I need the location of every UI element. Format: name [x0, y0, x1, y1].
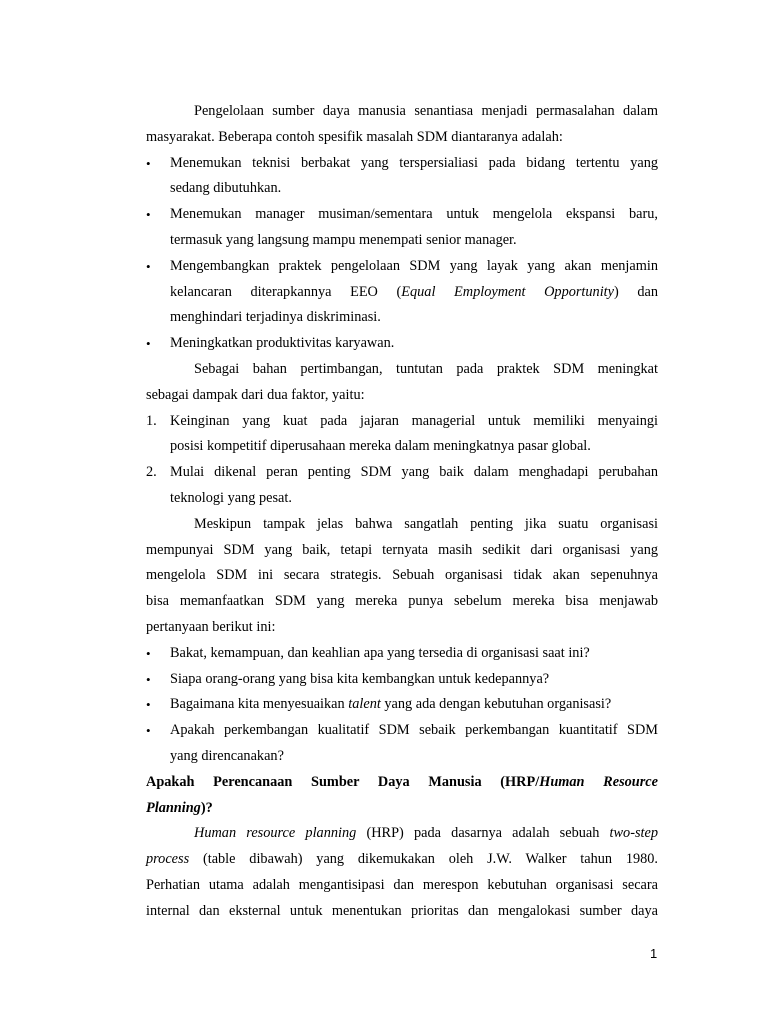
text-line: Menemukan teknisi berbakat yang terspersialiasi pada bidang tertentu yang	[170, 154, 658, 171]
text-line: Meskipun tampak jelas bahwa sangatlah penting jika suatu organisasi	[194, 515, 658, 532]
text-line: posisi kompetitif diperusahaan mereka dalam meningkatnya pasar global.	[170, 438, 591, 455]
italic-term: talent	[348, 696, 381, 713]
heading-line	[146, 796, 658, 822]
text-line: Sebagai bahan pertimbangan, tuntutan pada praktek SDM meningkat	[194, 360, 658, 377]
text-line: sedang dibutuhkan.	[170, 180, 282, 197]
italic-term: Human Resource	[539, 773, 658, 790]
text-line: teknologi yang pesat.	[170, 489, 292, 506]
bullet-icon: •	[146, 207, 151, 223]
text-line: sebagai dampak dari dua faktor, yaitu:	[146, 386, 365, 403]
text-line: pertanyaan berikut ini:	[146, 618, 276, 635]
paragraph-strategy	[146, 512, 658, 641]
text-segment: yang ada dengan kebutuhan organisasi?	[380, 696, 612, 713]
bullet-icon: •	[146, 336, 151, 352]
text-line: bisa memanfaatkan SDM yang mereka punya sebelum mereka bisa menjawab	[146, 593, 658, 610]
list-number: 1.	[146, 412, 157, 429]
text-line: Perhatian utama adalah mengantisipasi dan merespon kebutuhan organisasi secara	[146, 876, 658, 893]
bullet-icon: •	[146, 645, 151, 661]
paragraph-factors	[146, 357, 658, 409]
text-line: mengelola SDM ini secara strategis. Sebuah organisasi tidak akan sepenuhnya	[146, 567, 658, 584]
text-line: yang direncanakan?	[170, 747, 284, 764]
list-item	[146, 151, 658, 203]
text-line	[170, 692, 658, 718]
italic-term: Equal Employment Opportunity	[401, 283, 614, 300]
list-item	[146, 409, 658, 461]
bullet-icon: •	[146, 697, 151, 713]
italic-term: Human resource planning	[194, 825, 357, 842]
bullet-icon: •	[146, 258, 151, 274]
text-line: Mulai dikenal peran penting SDM yang baik dalam menghadapi perubahan	[170, 464, 658, 481]
italic-term: two-step	[609, 825, 658, 842]
italic-term: Planning	[146, 799, 201, 816]
italic-term: process	[146, 851, 190, 868]
list-item	[146, 202, 658, 254]
paragraph-hrp	[146, 821, 658, 924]
text-segment: (table dibawah) yang dikemukakan oleh J.W. Walker tahun 1980.	[189, 851, 658, 868]
text-line: Pengelolaan sumber daya manusia senantiasa menjadi permasalahan dalam	[194, 103, 658, 119]
paragraph-intro	[146, 99, 658, 151]
text-line	[146, 821, 658, 847]
text-line: Keinginan yang kuat pada jajaran managerial untuk memiliki menyaingi	[170, 412, 658, 429]
list-item	[146, 460, 658, 512]
text-line: menghindari terjadinya diskriminasi.	[170, 309, 381, 326]
document-page	[146, 99, 658, 925]
text-line	[170, 280, 658, 306]
list-item	[146, 718, 658, 770]
bullet-list-problems	[146, 151, 658, 357]
list-item	[146, 667, 658, 693]
text-line: Menemukan manager musiman/sementara untuk mengelola ekspansi baru,	[170, 206, 658, 223]
bullet-icon: •	[146, 671, 151, 687]
text-line: mempunyai SDM yang baik, tetapi ternyata masih sedikit dari organisasi yang	[146, 541, 658, 558]
list-item	[146, 254, 658, 331]
text-segment: Apakah Perencanaan Sumber Daya Manusia (HRP/	[146, 773, 540, 790]
text-line: Apakah perkembangan kualitatif SDM sebaik perkembangan kuantitatif SDM	[170, 722, 658, 739]
text-line: termasuk yang langsung mampu menempati senior manager.	[170, 231, 517, 248]
text-line: Siapa orang-orang yang bisa kita kembangkan untuk kedepannya?	[170, 670, 550, 687]
text-line: Mengembangkan praktek pengelolaan SDM yang layak yang akan menjamin	[170, 257, 658, 274]
text-line	[146, 847, 658, 873]
heading-line	[146, 770, 658, 796]
text-line: Bakat, kemampuan, dan keahlian apa yang tersedia di organisasi saat ini?	[170, 644, 590, 661]
numbered-list-factors	[146, 409, 658, 512]
text-segment: (HRP) pada dasarnya adalah sebuah	[356, 825, 610, 842]
text-line: masyarakat. Beberapa contoh spesifik masalah SDM diantaranya adalah:	[146, 128, 563, 145]
list-item	[146, 641, 658, 667]
bullet-icon: •	[146, 723, 151, 739]
list-item	[146, 331, 658, 357]
text-segment: )?	[200, 799, 213, 816]
bullet-icon: •	[146, 155, 151, 171]
list-item	[146, 692, 658, 718]
list-number: 2.	[146, 464, 157, 481]
text-line: internal dan eksternal untuk menentukan prioritas dan mengalokasi sumber daya	[146, 902, 658, 919]
text-segment: ) dan	[613, 283, 658, 300]
section-heading	[146, 770, 658, 822]
page-number: 1	[650, 946, 658, 961]
bullet-list-questions	[146, 641, 658, 770]
text-segment: kelancaran diterapkannya EEO (	[170, 283, 402, 300]
text-segment: Bagaimana kita menyesuaikan	[170, 696, 349, 713]
text-line: Meningkatkan produktivitas karyawan.	[170, 335, 395, 352]
